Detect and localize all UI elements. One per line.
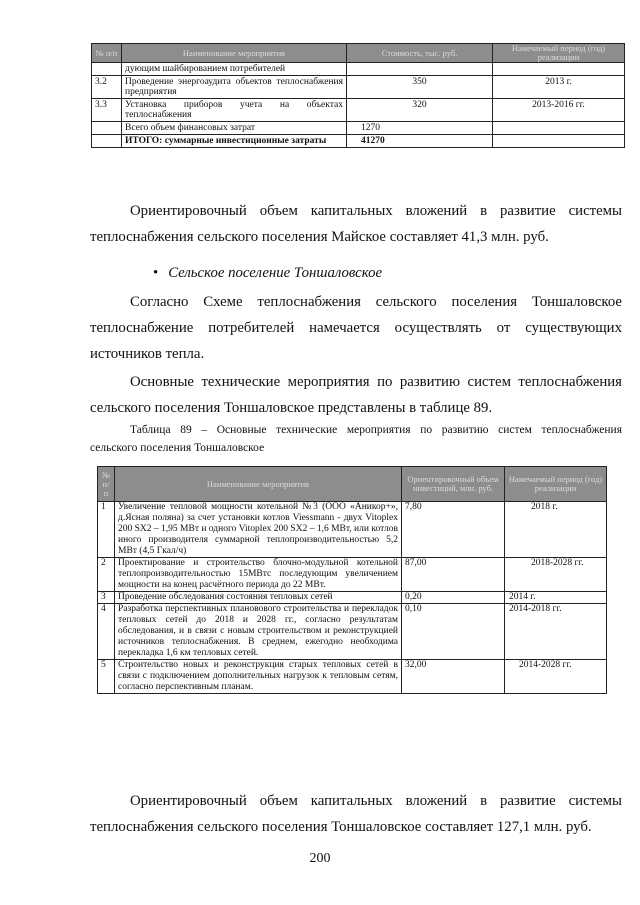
header-period: Намечаемый период (год) реализации [493,44,625,63]
row-num [92,122,122,135]
row-num: 3.3 [92,99,122,122]
row-name: дующим шайбированием потребителей [122,63,347,76]
row-name: Строительство новых и реконструкция старых тепловых сетей в связи с подключением дополнительных нагрузок к тепловым сетям, согласно перспективным планам. [115,660,402,694]
row-num [92,135,122,148]
row-period: 2013 г. [493,76,625,99]
row-period: 2018 г. [505,502,607,558]
table-row-total [92,135,625,148]
table-row [98,660,607,694]
table-89-header [98,467,607,502]
row-cost: 1270 [347,122,493,135]
row-volume: 0,20 [402,592,505,604]
table-row [92,99,625,122]
row-cost [347,63,493,76]
row-name: Всего объем финансовых затрат [122,122,347,135]
bullet-heading [153,262,382,284]
row-num: 2 [98,558,115,592]
table-row-subtotal [92,122,625,135]
caption-line-2: сельского поселения Тоншаловское [90,442,265,454]
row-name: Разработка перспективных плановового строительства и перекладок тепловых сетей до 2018 и 2028 гг., согласно результатам обследования, и в связи с новым строительством и реконструкцией источников теплоснабжения. В среднем, ежегодно необходима перекладка 1,6 км тепловых сетей. [115,604,402,660]
row-period: 2018-2028 гг. [505,558,607,592]
table-top-header [92,44,625,63]
header-num: № п/п [98,467,115,502]
header-name: Наименование мероприятия [115,467,402,502]
row-num: 5 [98,660,115,694]
row-volume: 32,00 [402,660,505,694]
row-num: 3 [98,592,115,604]
header-name: Наименование мероприятия [122,44,347,63]
row-period: 2014 г. [505,592,607,604]
row-name: Установка приборов учета на объектах теплоснабжения [122,99,347,122]
row-cost: 41270 [347,135,493,148]
row-period [493,135,625,148]
paragraph-mayskoe-total: Ориентировочный объем капитальных вложений в развитие системы теплоснабжения сельского поселения Майское составляет 41,3 млн. руб. [90,203,622,245]
row-name: ИТОГО: суммарные инвестиционные затраты [122,135,347,148]
table-row [92,63,625,76]
table-row [98,592,607,604]
header-volume: Ориентировочный объем инвестиций, млн. руб. [402,467,505,502]
row-cost: 320 [347,99,493,122]
row-name: Увеличение тепловой мощности котельной №3 (ООО «Аникор+», д.Ясная поляна) за счет установки котлов Viessmann - двух Vitoplex 200 SX2 – 1,95 МВт и одного Vitoplex 200 SX2 – 1,6 МВт, или котлов иного производителя суммарной теплопроизводительностью 5,2 МВт (4,5 Гкал/ч) [115,502,402,558]
bullet-heading-text: Сельское поселение Тоншаловское [168,265,383,281]
table-row [92,76,625,99]
row-name: Проведение обследования состояния тепловых сетей [115,592,402,604]
table-caption [90,421,622,457]
table-row [98,604,607,660]
row-cost: 350 [347,76,493,99]
row-name: Проектирование и строительство блочно-модульной котельной теплопроизводительностью 15МВтс последующим увеличением мощности на конец расчётного периода до 22 МВт. [115,558,402,592]
bullet-dot-icon: • [153,265,159,281]
header-cost: Стоимость, тыс. руб. [347,44,493,63]
row-num [92,63,122,76]
row-num: 3.2 [92,76,122,99]
row-name: Проведение энергоаудита объектов теплоснабжения предприятия [122,76,347,99]
table-row [98,502,607,558]
row-period [493,122,625,135]
row-period: 2014-2028 гг. [505,660,607,694]
row-period [493,63,625,76]
paragraph-measures: Основные технические мероприятия по развитию систем теплоснабжения сельского поселения Тоншаловское представлены в таблице 89. [90,374,622,416]
page-number: 200 [309,851,331,866]
paragraph-scheme: Согласно Схеме теплоснабжения сельского поселения Тоншаловское теплоснабжение потребителей намечается осуществлять от существующих источников тепла. [90,294,622,362]
paragraph-tonshalovskoe-total: Ориентировочный объем капитальных вложений в развитие системы теплоснабжения сельского поселения Тоншаловское составляет 127,1 млн. руб. [90,793,622,835]
header-period: Намечаемый период (год) реализации [505,467,607,502]
row-volume: 87,00 [402,558,505,592]
header-num: № п/п [92,44,122,63]
table-row [98,558,607,592]
caption-line-1: Таблица 89 – Основные технические мероприятия по развитию систем теплоснабжения [130,424,622,436]
row-period: 2014-2018 гг. [505,604,607,660]
row-period: 2013-2016 гг. [493,99,625,122]
row-volume: 7,80 [402,502,505,558]
table-top [91,43,625,148]
row-num: 1 [98,502,115,558]
row-num: 4 [98,604,115,660]
table-89 [97,466,607,694]
row-volume: 0,10 [402,604,505,660]
